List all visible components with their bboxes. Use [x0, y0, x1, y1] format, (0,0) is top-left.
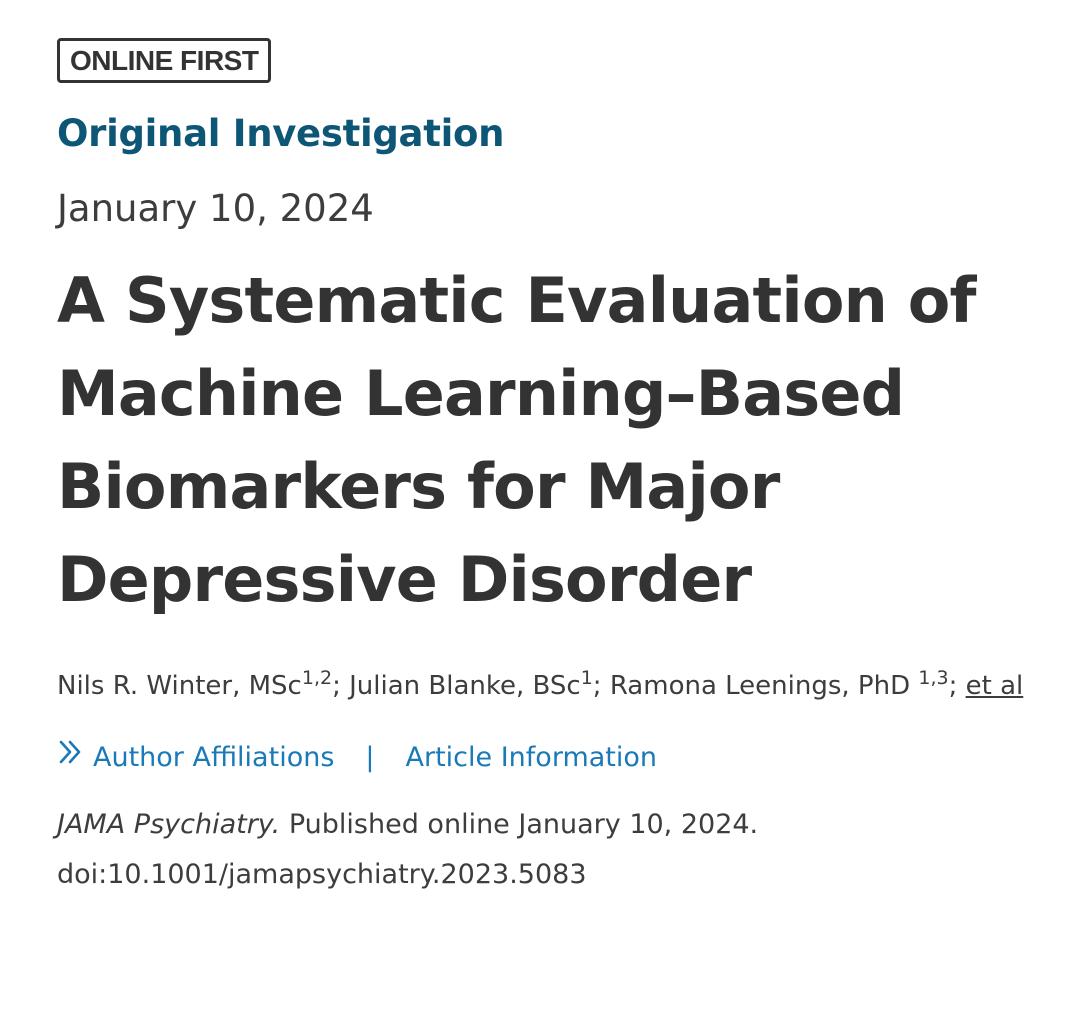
online-first-badge: ONLINE FIRST	[57, 38, 271, 83]
link-separator: |	[365, 742, 375, 773]
author-separator: ;	[948, 671, 958, 701]
author-name: Nils R. Winter, MSc	[57, 671, 302, 701]
author-affiliations-link[interactable]	[57, 738, 334, 778]
author-affiliation: 1	[580, 667, 593, 689]
doi: doi:10.1001/jamapsychiatry.2023.5083	[57, 859, 587, 890]
author-separator: ;	[592, 671, 602, 701]
title-line: Machine Learning–Based	[57, 357, 905, 430]
publication-date: January 10, 2024	[57, 187, 374, 230]
article-type: Original Investigation	[57, 112, 505, 155]
author-name: Ramona Leenings, PhD	[609, 671, 911, 701]
author-affiliation: 1,2	[301, 667, 333, 689]
article-header	[57, 38, 1047, 900]
author-list	[57, 656, 1037, 716]
et-al-link[interactable]: et al	[965, 671, 1024, 701]
author-separator: ;	[332, 671, 341, 701]
citation-line	[57, 800, 1047, 850]
title-line: A Systematic Evaluation of	[57, 264, 976, 337]
article-links	[57, 738, 1047, 778]
title-line: Biomarkers for Major	[57, 450, 780, 523]
title-line: Depressive Disorder	[57, 543, 752, 616]
article-information-link[interactable]: Article Information	[405, 742, 658, 773]
article-title	[57, 254, 1047, 626]
citation	[57, 800, 1047, 900]
published-online: Published online January 10, 2024.	[288, 809, 759, 840]
journal-name: JAMA Psychiatry.	[57, 809, 281, 840]
double-chevron-right-icon	[57, 738, 85, 778]
author-affiliation: 1,3	[918, 667, 949, 689]
author-affiliations-label: Author Affiliations	[93, 742, 335, 773]
author-name: Julian Blanke, BSc	[349, 671, 581, 701]
